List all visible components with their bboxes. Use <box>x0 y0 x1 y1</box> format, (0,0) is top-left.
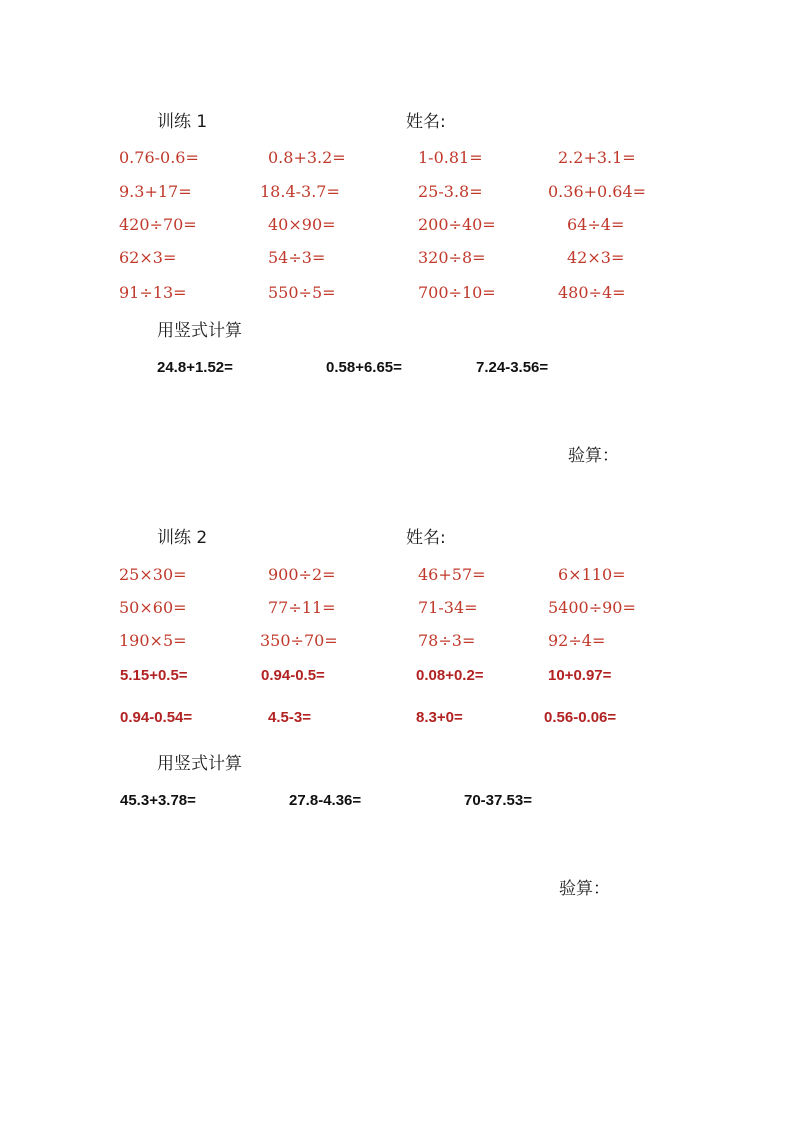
s2-problem: 190×5= <box>119 631 187 650</box>
section1-title: 训练 1 <box>157 112 208 132</box>
s2-problem: 350÷70= <box>260 631 338 650</box>
s1-problem: 42×3= <box>567 248 625 267</box>
s1-problem: 420÷70= <box>119 215 197 234</box>
s2-problem: 25×30= <box>119 565 187 584</box>
s2-bold-problem: 8.3+0= <box>416 709 463 726</box>
s1-problem: 1-0.81= <box>418 148 483 167</box>
s1-vertical-label: 用竖式计算 <box>157 321 242 341</box>
s2-problem: 900÷2= <box>268 565 336 584</box>
s1-problem: 550÷5= <box>268 283 336 302</box>
s1-vertical-problem: 0.58+6.65= <box>326 359 402 376</box>
s1-problem: 25-3.8= <box>418 182 483 201</box>
s2-problem: 50×60= <box>119 598 187 617</box>
s1-problem: 2.2+3.1= <box>558 148 636 167</box>
s2-problem: 78÷3= <box>418 631 476 650</box>
s2-check-label: 验算： <box>559 879 610 899</box>
s1-problem: 91÷13= <box>119 283 187 302</box>
s1-vertical-problem: 7.24-3.56= <box>476 359 549 376</box>
s2-bold-problem: 0.08+0.2= <box>416 667 484 684</box>
s1-problem: 0.36+0.64= <box>548 182 647 201</box>
s2-problem: 5400÷90= <box>548 598 636 617</box>
s2-bold-problem: 5.15+0.5= <box>120 667 188 684</box>
section1-name-label: 姓名: <box>406 112 446 132</box>
section2-name-label: 姓名: <box>406 528 446 548</box>
s1-problem: 700÷10= <box>418 283 496 302</box>
s2-bold-problem: 0.94-0.5= <box>261 667 325 684</box>
s1-problem: 480÷4= <box>558 283 626 302</box>
s2-vertical-problem: 70-37.53= <box>464 792 532 809</box>
s1-problem: 0.8+3.2= <box>268 148 346 167</box>
s2-problem: 92÷4= <box>548 631 606 650</box>
section2-title: 训练 2 <box>157 528 208 548</box>
s1-problem: 62×3= <box>119 248 177 267</box>
s1-vertical-problem: 24.8+1.52= <box>157 359 233 376</box>
s2-bold-problem: 4.5-3= <box>268 709 311 726</box>
s2-problem: 71-34= <box>418 598 478 617</box>
s1-problem: 9.3+17= <box>119 182 192 201</box>
s2-bold-problem: 10+0.97= <box>548 667 612 684</box>
s1-problem: 0.76-0.6= <box>119 148 199 167</box>
s2-vertical-problem: 27.8-4.36= <box>289 792 362 809</box>
s1-problem: 54÷3= <box>268 248 326 267</box>
s2-bold-problem: 0.56-0.06= <box>544 709 617 726</box>
s2-vertical-label: 用竖式计算 <box>157 754 242 774</box>
s1-problem: 64÷4= <box>567 215 625 234</box>
s2-problem: 46+57= <box>418 565 486 584</box>
s1-check-label: 验算： <box>568 446 619 466</box>
s2-problem: 77÷11= <box>268 598 336 617</box>
s1-problem: 18.4-3.7= <box>260 182 340 201</box>
s1-problem: 320÷8= <box>418 248 486 267</box>
s2-problem: 6×110= <box>558 565 626 584</box>
s1-problem: 200÷40= <box>418 215 496 234</box>
s1-problem: 40×90= <box>268 215 336 234</box>
s2-vertical-problem: 45.3+3.78= <box>120 792 196 809</box>
s2-bold-problem: 0.94-0.54= <box>120 709 193 726</box>
